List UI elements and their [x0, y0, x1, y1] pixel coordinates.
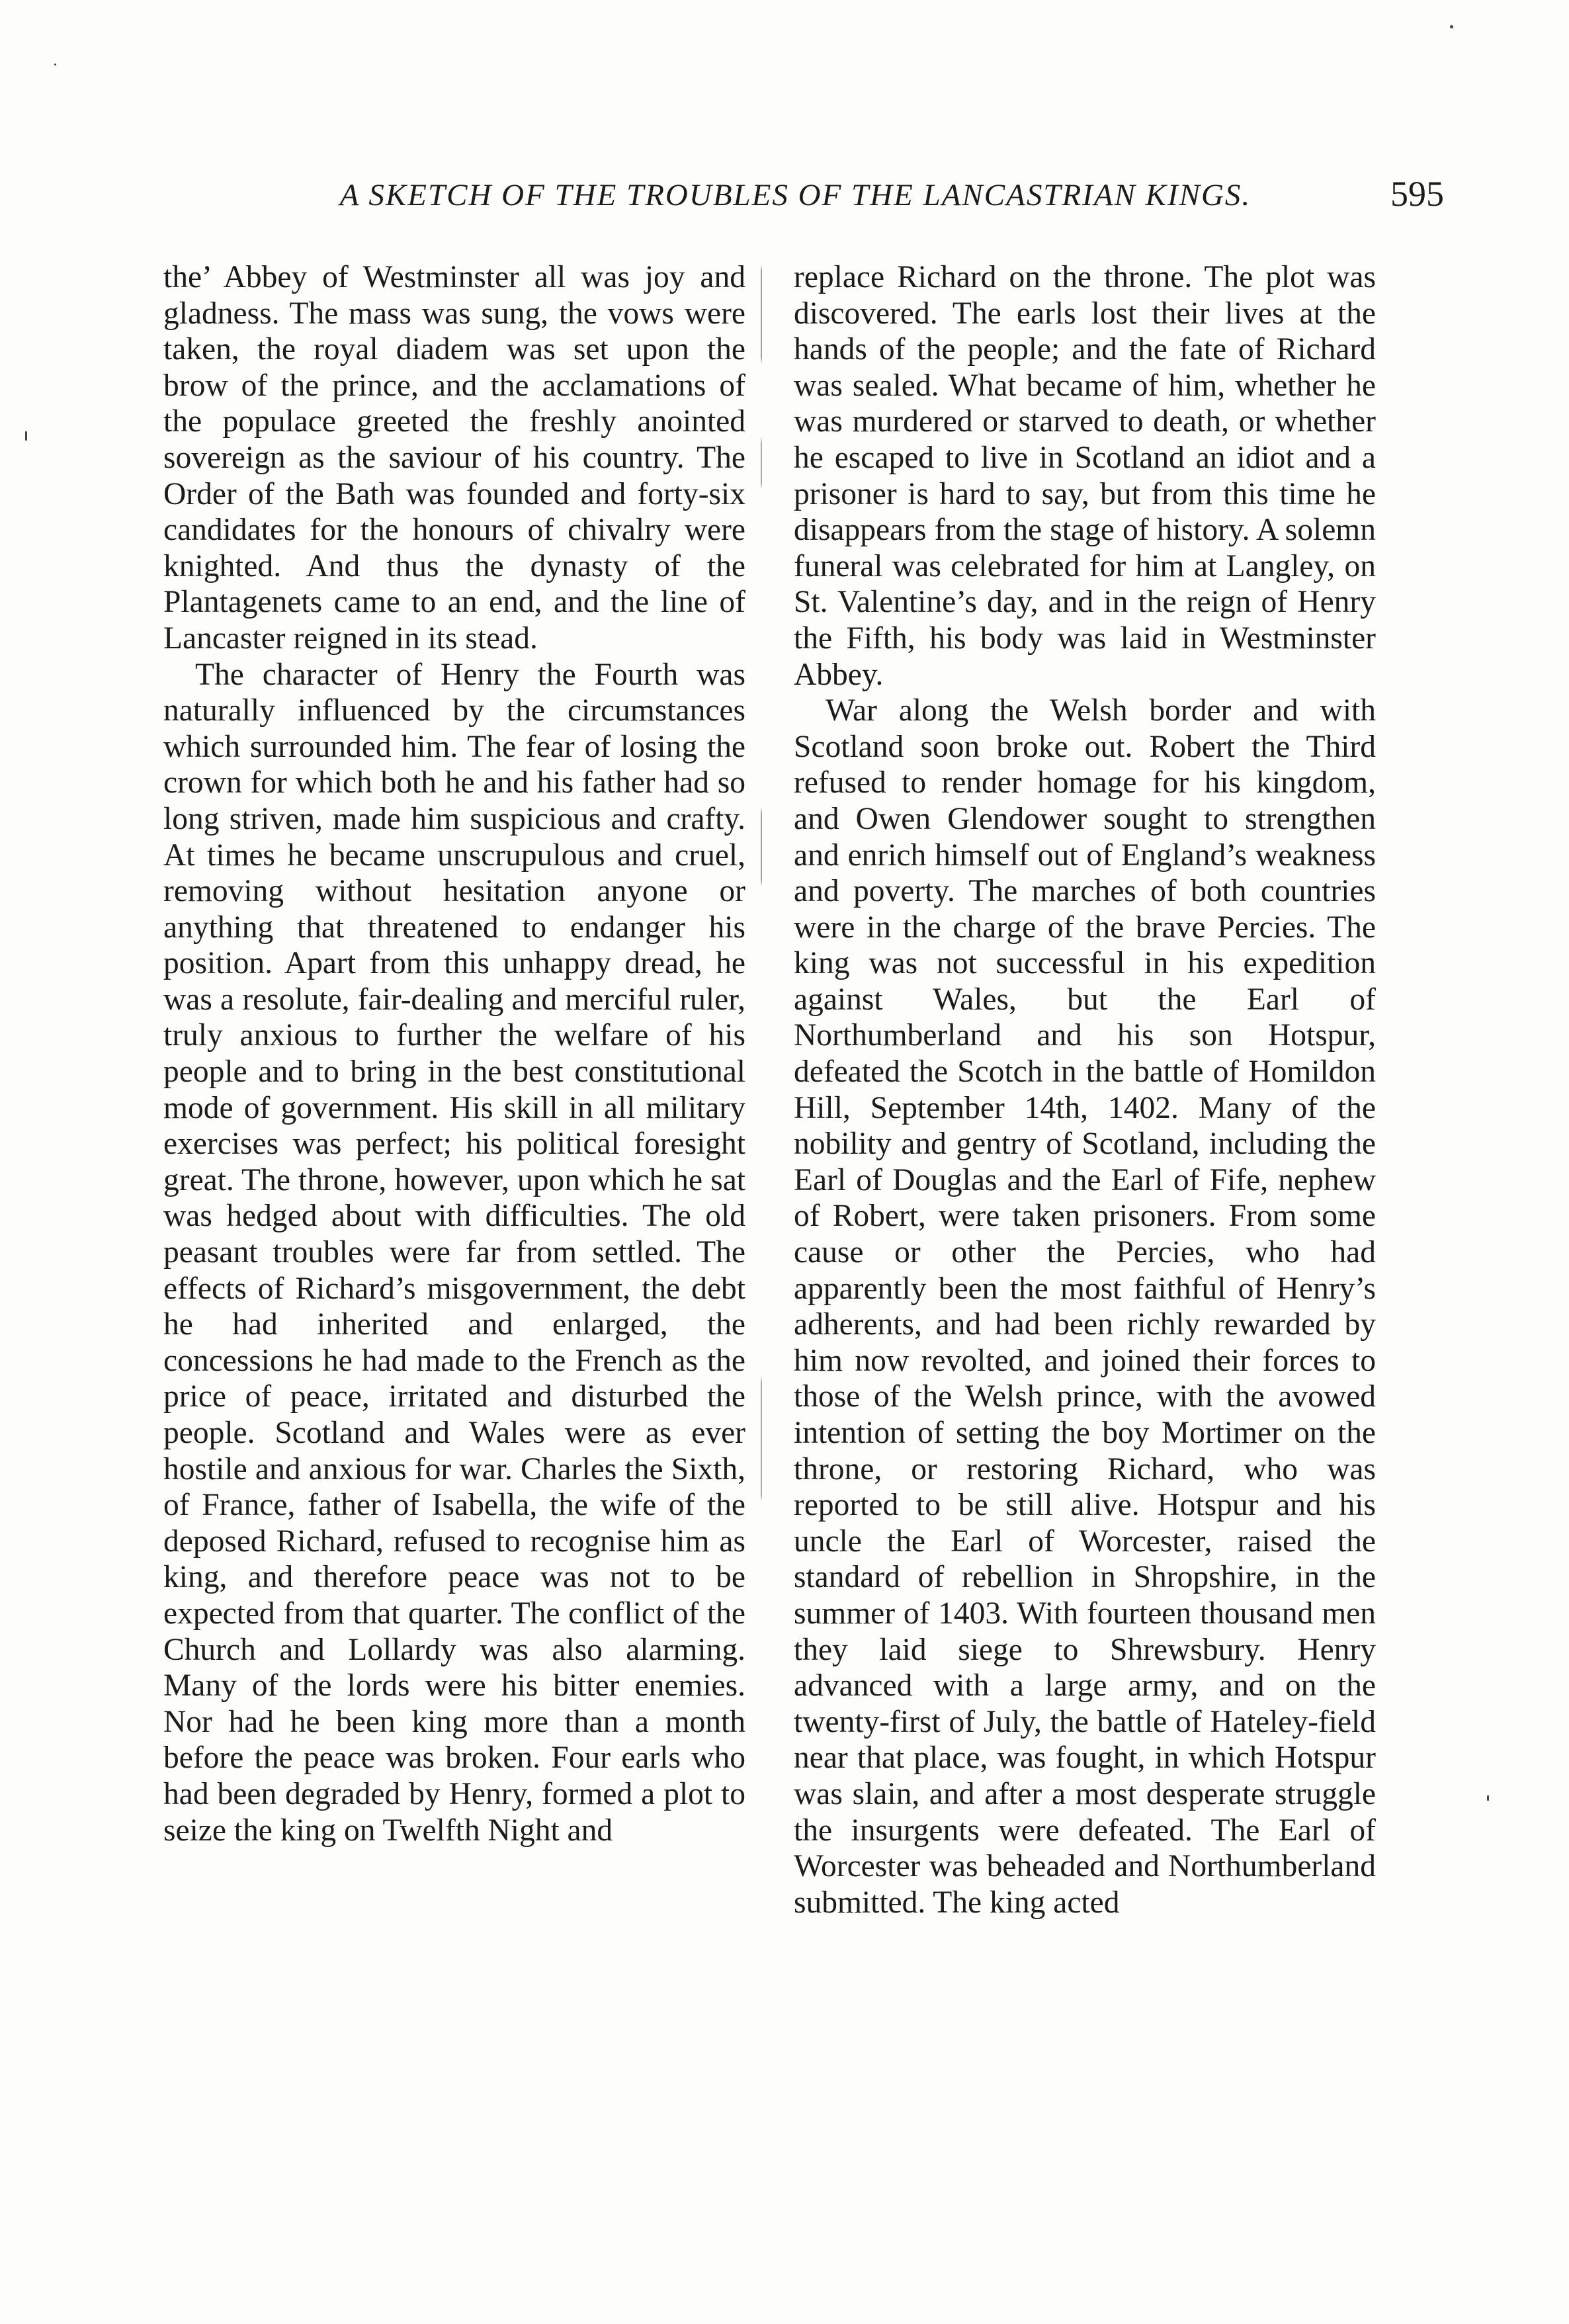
page-number: 595 [1390, 174, 1444, 214]
running-head: A SKETCH OF THE TROUBLES OF THE LANCASTRIAN KINGS. [339, 178, 1251, 212]
print-speck [1450, 25, 1453, 28]
paragraph-continued: replace Richard on the throne. The plot was discovered. The earls lost their lives at the hands of the people; and the fate of Richard was sealed. What became of him, whether he was murdered or starved to death, or whether he escaped to live in Scotland an idiot and a prisoner is hard to say, but from this time he disappears from the stage of history. A solemn funeral was celebrated for him at Langley, on St. Valentine’s day, and in the reign of Henry the Fifth, his body was laid in Westminster Abbey. [794, 260, 1376, 692]
column-gutter-marks [761, 265, 762, 2262]
left-column [163, 259, 745, 1848]
paragraph: The character of Henry the Fourth was naturally influenced by the circumstances which surrounded him. The fear of losing the crown for which both he and his father had so long striven, made him suspicious and crafty. At times he became unscrupulous and cruel, removing without hesitation anyone or anything that threatened to endanger his position. Apart from this unhappy dread, he was a resolute, fair-dealing and merciful ruler, truly anxious to further the welfare of his people and to bring in the best constitutional mode of government. His skill in all military exercises was perfect; his political foresight great. The throne, however, upon which he sat was hedged about with difficulties. The old peasant troubles were far from settled. The effects of Richard’s misgovernment, the debt he had inherited and enlarged, the concessions he had made to the French as the price of peace, irritated and disturbed the people. Scotland and Wales were as ever hostile and anxious for war. Charles the Sixth, of France, father of Isabella, the wife of the deposed Richard, refused to recognise him as king, and therefore peace was not to be expected from that quarter. The conflict of the Church and Lollardy was also alarming. Many of the lords were his bitter enemies. Nor had he been king more than a month before the peace was broken. Four earls who had been degraded by Henry, formed a plot to seize the king on Twelfth Night and [163, 657, 745, 1848]
right-column [794, 259, 1376, 1920]
paragraph-continued: the’ Abbey of Westminster all was joy and gladness. The mass was sung, the vows were taken, the royal diadem was set upon the brow of the prince, and the acclamations of the populace greeted the freshly anointed sovereign as the saviour of his country. The Order of the Bath was founded and forty-six candidates for the honours of chivalry were knighted. And thus the dynasty of the Plantagenets came to an end, and the line of Lancaster reigned in its stead. [163, 260, 745, 656]
print-speck [25, 431, 27, 441]
print-speck [1487, 1795, 1489, 1801]
paragraph: War along the Welsh border and with Scotland soon broke out. Robert the Third refused to render homage for his kingdom, and Owen Glendower sought to strengthen and enrich himself out of England’s weakness and poverty. The marches of both countries were in the charge of the brave Percies. The king was not successful in his expedition against Wales, but the Earl of Northumberland and his son Hotspur, defeated the Scotch in the battle of Homildon Hill, September 14th, 1402. Many of the nobility and gentry of Scotland, including the Earl of Douglas and the Earl of Fife, nephew of Robert, were taken prisoners. From some cause or other the Percies, who had apparently been the most faithful of Henry’s adherents, and had been richly rewarded by him now revolted, and joined their forces to those of the Welsh prince, with the avowed intention of setting the boy Mortimer on the throne, or restoring Richard, who was reported to be still alive. Hotspur and his uncle the Earl of Worcester, raised the standard of rebellion in Shropshire, in the summer of 1403. With fourteen thousand men they laid siege to Shrewsbury. Henry advanced with a large army, and on the twenty-first of July, the battle of Hateley-field near that place, was fought, in which Hotspur was slain, and after a most desperate struggle the insurgents were defeated. The Earl of Worcester was beheaded and Northumberland submitted. The king acted [794, 693, 1376, 1920]
print-speck [54, 64, 56, 65]
